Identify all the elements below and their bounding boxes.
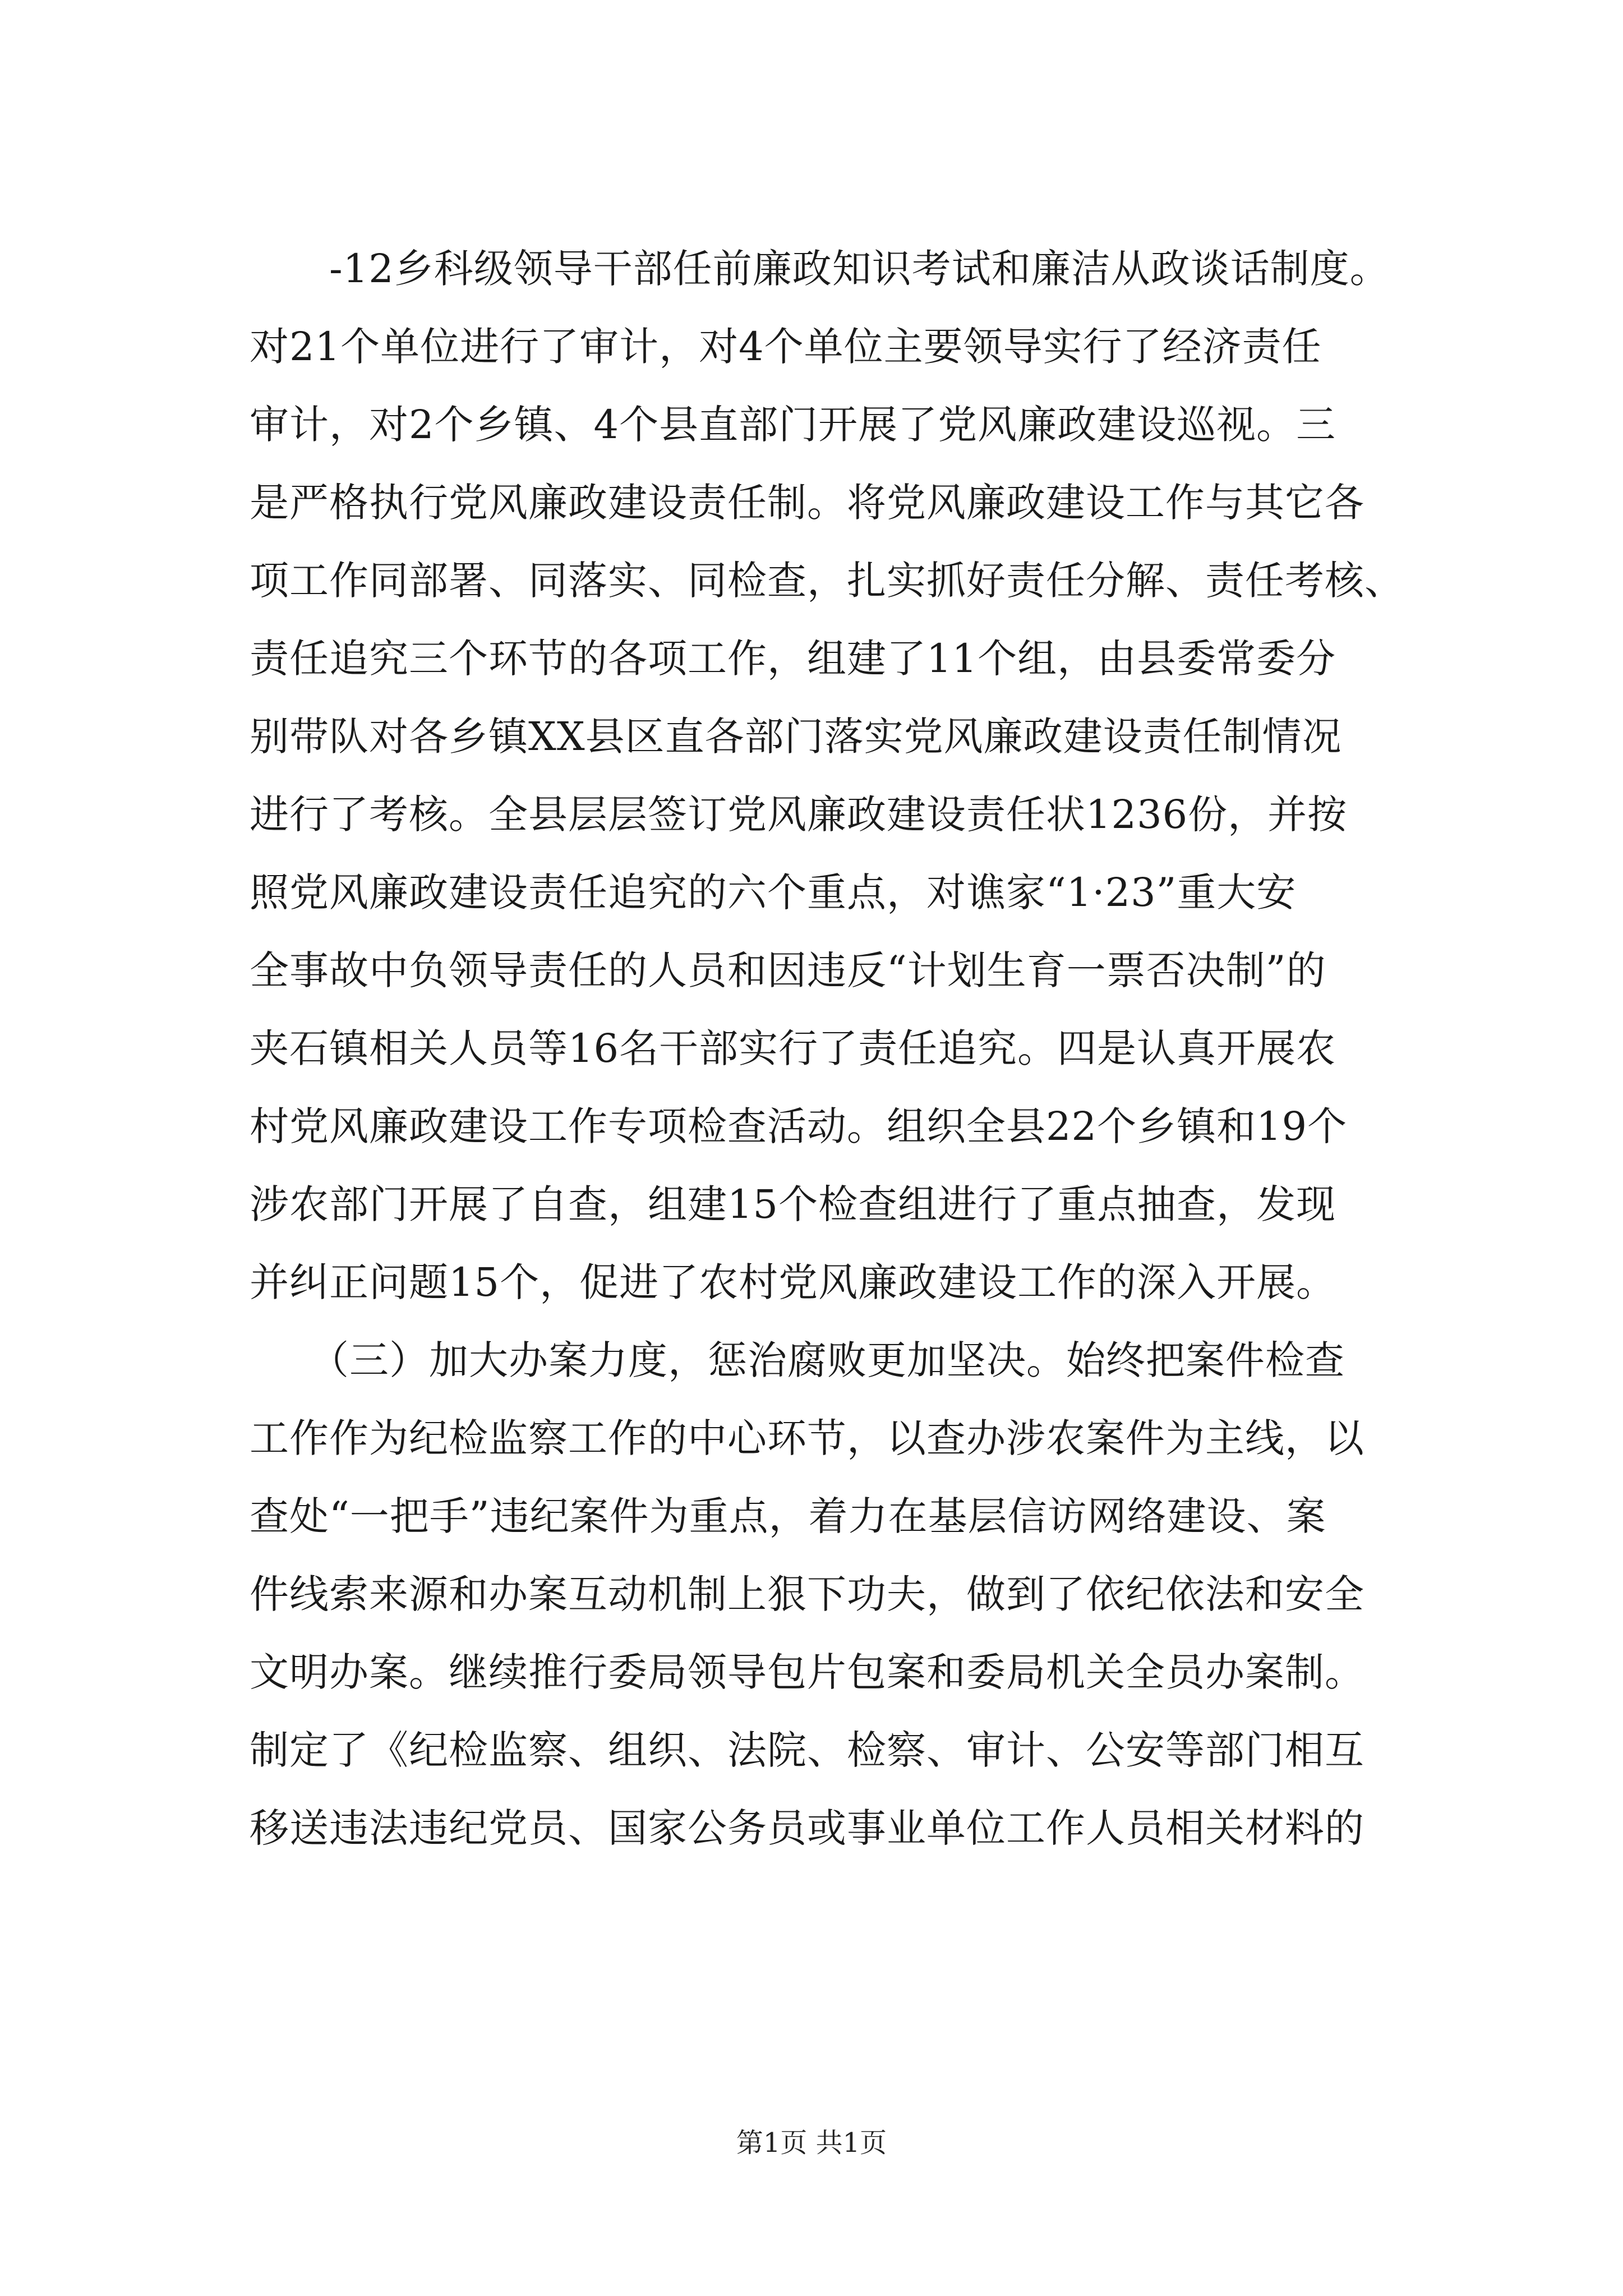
text-line: 进行了考核。全县层层签订党风廉政建设责任状1236份，并按 [250,792,1348,838]
text-line: 文明办案。继续推行委局领导包片包案和委局机关全员办案制。 [250,1649,1364,1695]
text-line: -12乡科级领导干部任前廉政知识考试和廉洁从政谈话制度。 [250,246,1390,292]
body-text [250,230,1461,1867]
text-line: 照党风廉政建设责任追究的六个重点，对谯家“1·23”重大安 [250,869,1297,915]
text-line: 并纠正问题15个，促进了农村党风廉政建设工作的深入开展。 [250,1259,1336,1305]
text-line: 村党风廉政建设工作专项检查活动。组织全县22个乡镇和19个 [250,1103,1348,1149]
page-footer [0,2126,1623,2160]
text-line: 涉农部门开展了自查，组建15个检查组进行了重点抽查，发现 [250,1181,1336,1227]
text-line: 夹石镇相关人员等16名干部实行了责任追究。四是认真开展农 [250,1025,1336,1071]
text-line: 制定了《纪检监察、组织、法院、检察、审计、公安等部门相互 [250,1727,1364,1773]
text-line: 责任追究三个环节的各项工作，组建了11个组，由县委常委分 [250,636,1336,682]
text-line: 对21个单位进行了审计，对4个单位主要领导实行了经济责任 [250,324,1322,370]
text-line: 审计，对2个乡镇、4个县直部门开展了党风廉政建设巡视。三 [250,402,1336,448]
text-line: 项工作同部署、同落实、同检查，扎实抓好责任分解、责任考核、 [250,558,1404,604]
text-line: 工作作为纪检监察工作的中心环节，以查办涉农案件为主线，以 [250,1415,1364,1461]
text-line: 件线索来源和办案互动机制上狠下功夫，做到了依纪依法和安全 [250,1571,1364,1617]
text-line: （三）加大办案力度，惩治腐败更加坚决。始终把案件检查 [250,1337,1345,1383]
text-line: 别带队对各乡镇XX县区直各部门落实党风廉政建设责任制情况 [250,714,1342,760]
text-line: 是严格执行党风廉政建设责任制。将党风廉政建设工作与其它各 [250,480,1364,526]
text-line: 移送违法违纪党员、国家公务员或事业单位工作人员相关材料的 [250,1805,1364,1851]
text-line: 查处“一把手”违纪案件为重点，着力在基层信访网络建设、案 [250,1493,1326,1539]
text-line: 全事故中负领导责任的人员和因违反“计划生育一票否决制”的 [250,947,1326,993]
page-number-label: 第1页 共1页 [736,2127,887,2159]
